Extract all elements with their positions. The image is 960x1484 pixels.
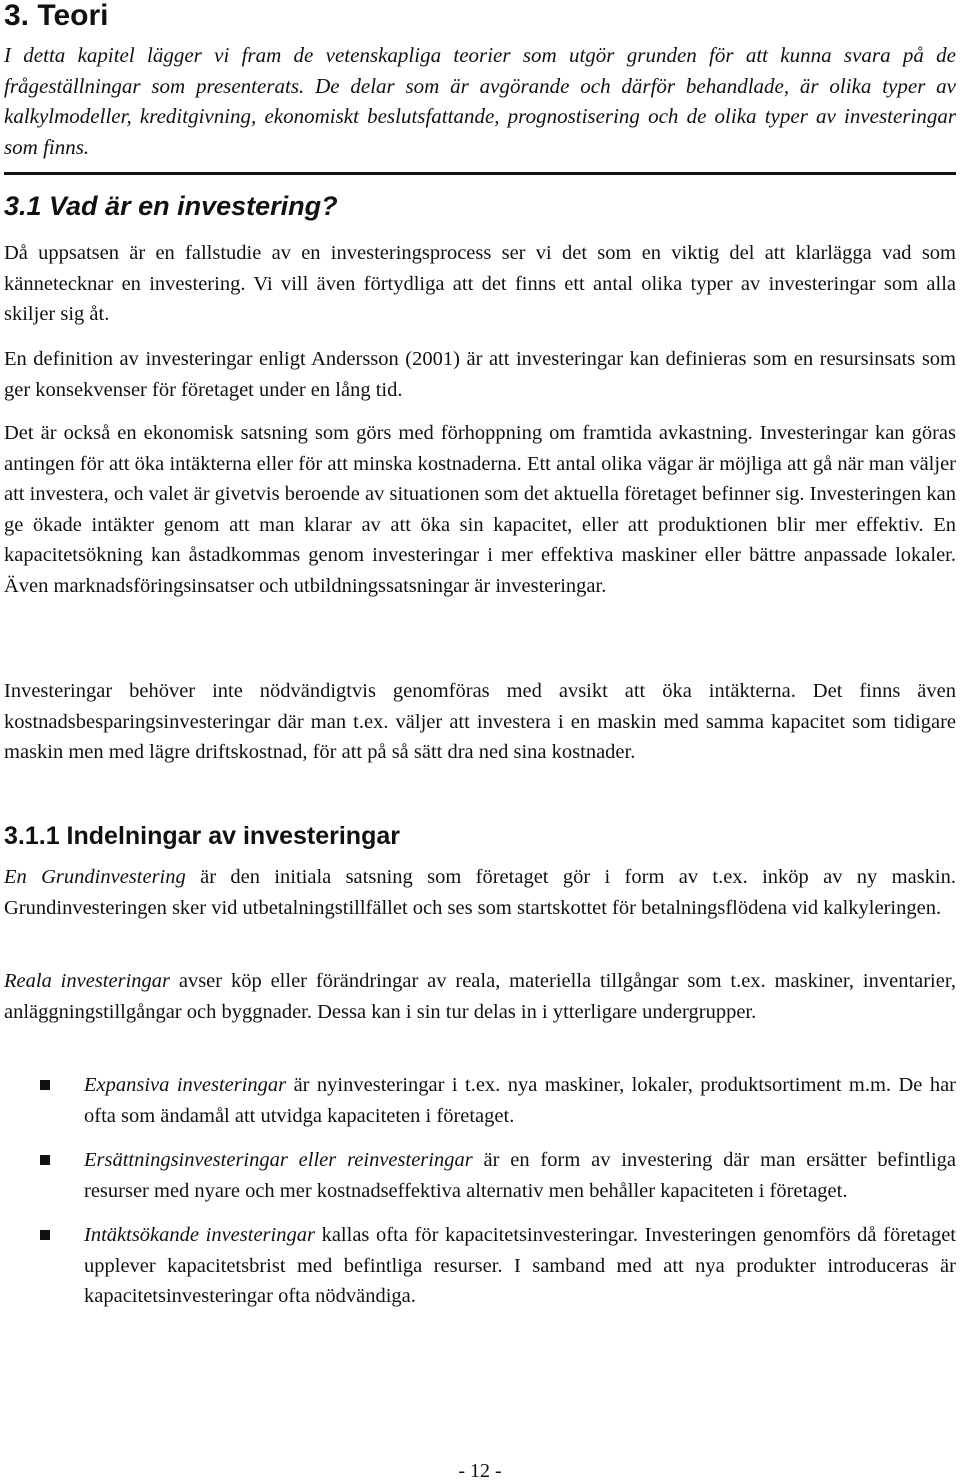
page-number: - 12 - bbox=[458, 1460, 502, 1482]
bullet-text: kallas ofta för kapacitetsinvesteringar. Investeringen genomförs då företaget upplever kapacitetsbrist med befintliga resurser. I samband med att nya produkter introduceras är kapacitetsinvesteringar ofta nödvändiga. bbox=[84, 1224, 957, 1307]
bullet-square-icon bbox=[40, 1155, 50, 1165]
paragraph-definition: En definition av investeringar enligt Andersson (2001) är att investeringar kan definieras som en resursinsats som ger konsekvenser för företaget under en lång tid. bbox=[4, 348, 956, 401]
paragraph-grundinvestering bbox=[4, 862, 956, 923]
chapter-intro: I detta kapitel lägger vi fram de vetenskapliga teorier som utgör grunden för att kunna svara på de frågeställningar som presenterats. De delar som är avgörande och därför behandlade, är olika typer av kalkylmodeller, kreditgivning, ekonomiskt beslutsfattande, prognostisering och de olika typer av investeringar som finns. bbox=[4, 43, 956, 159]
reala-text: avser köp eller förändringar av reala, materiella tillgångar som t.ex. maskiner, inventarier, anläggningstillgångar och byggnader. Dessa kan i sin tur delas in i ytterligare undergrupper. bbox=[4, 970, 956, 1023]
grundinvestering-text: är den initiala satsning som företaget gör i form av t.ex. inköp av ny maskin. Grundinvesteringen sker vid utbetalningstillfället och ses som startskottet för betalningsflödena vid kalkyleringen. bbox=[4, 866, 956, 919]
chapter-title: 3. Teori bbox=[4, 0, 109, 32]
bullet-term: Intäktsökande investeringar bbox=[84, 1224, 315, 1246]
bullet-text: är en form av investering där man ersätter befintliga resurser med nyare och mer kostnadseffektiva alternativ men behåller kapaciteten i företaget. bbox=[84, 1149, 956, 1202]
term-grundinvestering: En Grundinvestering bbox=[4, 866, 186, 888]
section-heading-3-1: 3.1 Vad är en investering? bbox=[4, 191, 338, 221]
bullet-text: är nyinvesteringar i t.ex. nya maskiner, lokaler, produktsortiment m.m. De har ofta som ändamål att utvidga kapaciteten i företaget. bbox=[84, 1074, 956, 1127]
section-divider bbox=[4, 172, 956, 175]
paragraph-fallstudie: Då uppsatsen är en fallstudie av en investeringsprocess ser vi det som en viktig del att klarlägga vad som kännetecknar en investering. Vi vill även förtydliga att det finns ett antal olika typer av investeringar som alla skiljer sig åt. bbox=[4, 242, 956, 325]
bullet-square-icon bbox=[40, 1230, 50, 1240]
term-reala: Reala investeringar bbox=[4, 970, 170, 992]
list-item bbox=[4, 1145, 956, 1206]
paragraph-satsning: Det är också en ekonomisk satsning som görs med förhoppning om framtida avkastning. Investeringar kan göras antingen för att öka intäkterna eller för att minska kostnaderna. Ett antal olika vägar är möjliga att gå när man väljer att investera, och valet är givetvis beroende av situationen som det aktuella företaget befinner sig. Investeringen kan ge ökade intäkter genom att man klarar av att öka sin kapacitet, eller att produktionen blir mer effektiv. En kapacitetsökning kan åstadkommas genom investeringar i mer effektiva maskiner eller bättre anpassade lokaler. Även marknadsföringsinsatser och utbildningssatsningar är investeringar. bbox=[4, 422, 956, 597]
investment-type-list bbox=[4, 1070, 956, 1326]
list-item bbox=[4, 1070, 956, 1131]
section-heading-3-1-1: 3.1.1 Indelningar av investeringar bbox=[4, 822, 400, 850]
list-item bbox=[4, 1220, 956, 1312]
paragraph-reala bbox=[4, 966, 956, 1027]
bullet-term: Expansiva investeringar bbox=[84, 1074, 287, 1096]
bullet-square-icon bbox=[40, 1080, 50, 1090]
bullet-term: Ersättningsinvesteringar eller reinvesteringar bbox=[84, 1149, 473, 1171]
paragraph-kostnadsbesparing: Investeringar behöver inte nödvändigtvis genomföras med avsikt att öka intäkterna. Det finns även kostnadsbesparingsinvesteringar där man t.ex. väljer att investera i en maskin med samma kapacitet som tidigare maskin men med lägre driftskostnad, för att på så sätt dra ned sina kostnader. bbox=[4, 680, 956, 763]
